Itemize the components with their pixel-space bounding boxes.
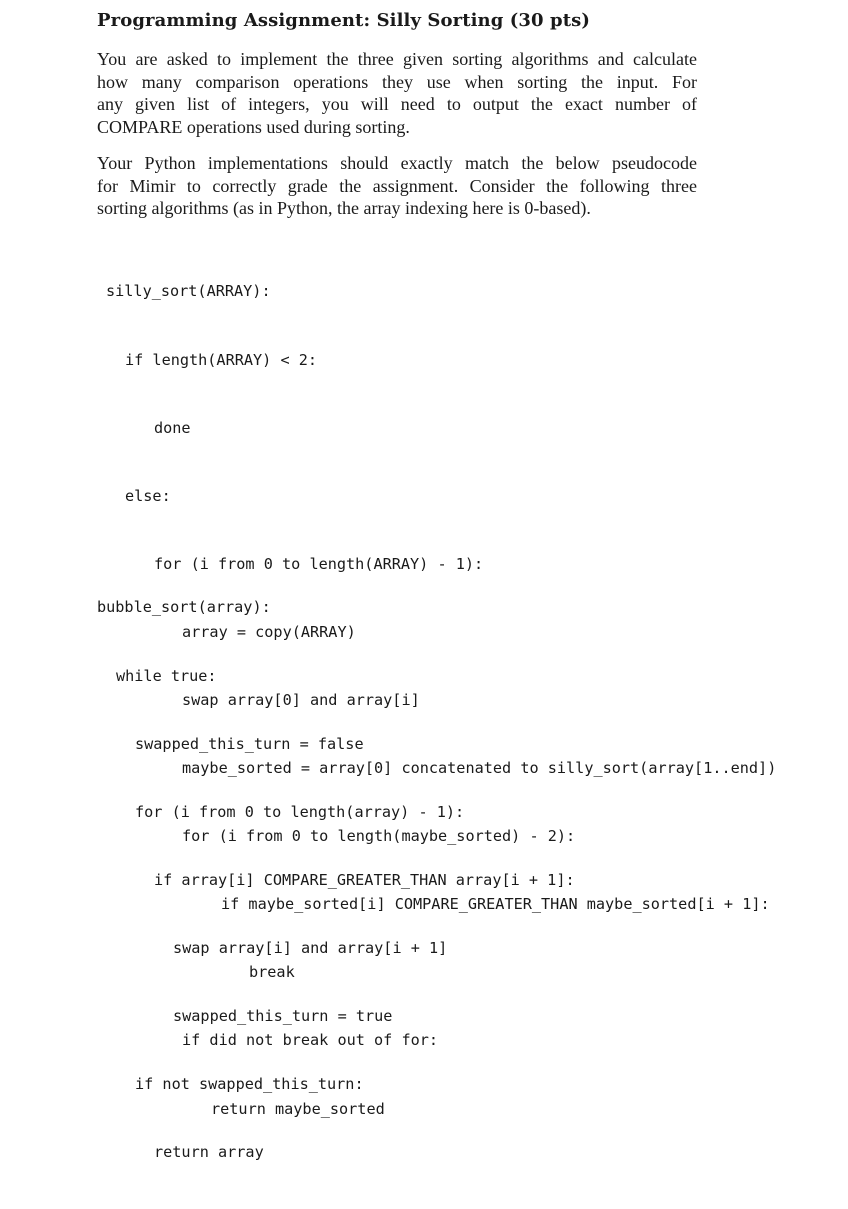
paragraph-line: any given list of integers, you will need to output the exact number of [97, 94, 697, 115]
intro-paragraph [97, 48, 697, 139]
code-line: array = copy(ARRAY) [182, 622, 356, 641]
code-line: swap array[i] and array[i + 1] [173, 938, 448, 957]
code-line: while true: [116, 666, 217, 685]
code-line: if not swapped_this_turn: [135, 1075, 364, 1094]
paragraph-line: You are asked to implement the three given sorting algorithms and calculate [97, 49, 697, 69]
code-line: silly_sort(ARRAY): [106, 282, 271, 301]
code-line: for (i from 0 to length(maybe_sorted) - 2): [182, 827, 576, 846]
assignment-title: Programming Assignment: Silly Sorting (30 pts) [97, 10, 590, 31]
code-line: swap array[0] and array[i] [182, 690, 420, 709]
code-line: return maybe_sorted [211, 1099, 385, 1118]
code-line: maybe_sorted = array[0] concatenated to silly_sort(array[1..end]) [182, 759, 777, 778]
code-line: bubble_sort(array): [97, 598, 271, 617]
paragraph-line: sorting algorithms (as in Python, the array indexing here is 0-based). [97, 198, 591, 219]
code-line: for (i from 0 to length(ARRAY) - 1): [154, 554, 484, 573]
code-line: swapped_this_turn = true [173, 1006, 393, 1025]
code-line: else: [125, 486, 171, 505]
code-line: if length(ARRAY) < 2: [125, 350, 318, 369]
code-line: if did not break out of for: [182, 1031, 439, 1050]
code-line: swapped_this_turn = false [135, 734, 364, 753]
code-line: done [154, 418, 191, 437]
paragraph-line: how many comparison operations they use when sorting the input. For [97, 71, 697, 92]
code-line: return array [154, 1143, 264, 1162]
code-line: for (i from 0 to length(array) - 1): [135, 802, 465, 821]
paragraph-line: COMPARE operations used during sorting. [97, 117, 410, 138]
paragraph-line: for Mimir to correctly grade the assignment. Consider the following three [97, 175, 697, 196]
paragraph-line: Your Python implementations should exactly match the below pseudocode [97, 153, 697, 173]
code-line: break [249, 963, 295, 982]
code-line: if maybe_sorted[i] COMPARE_GREATER_THAN maybe_sorted[i + 1]: [221, 895, 770, 914]
instructions-paragraph [97, 152, 697, 220]
code-line: if array[i] COMPARE_GREATER_THAN array[i + 1]: [154, 870, 575, 889]
